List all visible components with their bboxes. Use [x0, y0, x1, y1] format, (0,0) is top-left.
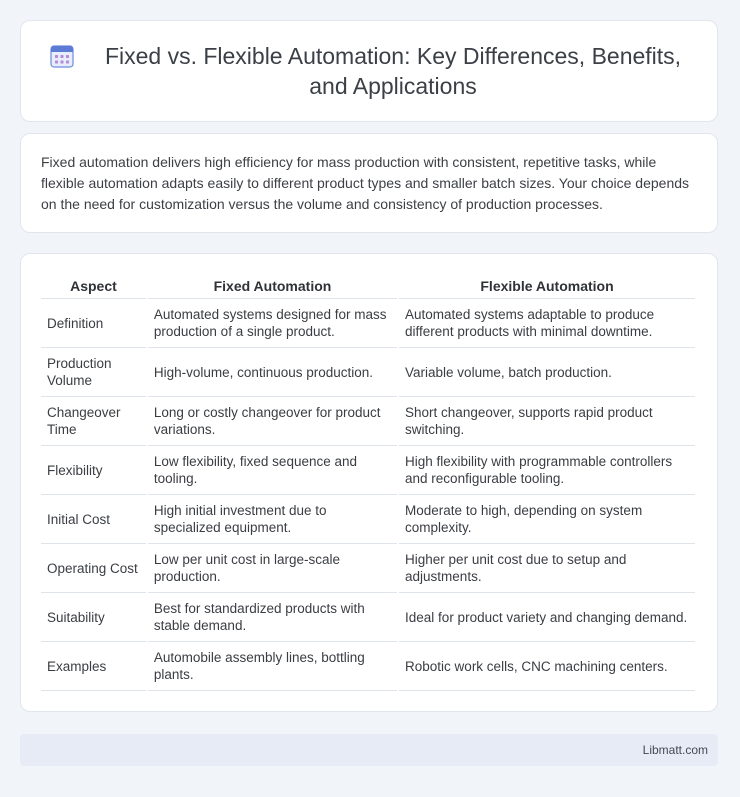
table-row [41, 495, 695, 544]
aspect-cell: Production Volume [41, 348, 146, 397]
footer [20, 734, 718, 766]
table-header-row [41, 274, 695, 299]
table-row [41, 348, 695, 397]
fixed-cell: High initial investment due to specialized equipment. [148, 495, 397, 544]
table-row [41, 299, 695, 348]
fixed-cell: High-volume, continuous production. [148, 348, 397, 397]
header-flexible-automation: Flexible Automation [399, 274, 695, 299]
title-wrap [49, 41, 689, 101]
aspect-cell: Changeover Time [41, 397, 146, 446]
flexible-cell: Short changeover, supports rapid product switching. [399, 397, 695, 446]
calendar-icon [49, 43, 75, 69]
flexible-cell: Moderate to high, depending on system complexity. [399, 495, 695, 544]
header-fixed-automation: Fixed Automation [148, 274, 397, 299]
table-row [41, 397, 695, 446]
flexible-cell: Higher per unit cost due to setup and adjustments. [399, 544, 695, 593]
fixed-cell: Low flexibility, fixed sequence and tooling. [148, 446, 397, 495]
fixed-cell: Low per unit cost in large-scale production. [148, 544, 397, 593]
table-row [41, 446, 695, 495]
intro-text: Fixed automation delivers high efficiency for mass production with consistent, repetitive tasks, while flexible automation adapts easily to different product types and smaller batch sizes. Your choice depends on the need for customization versus the volume and consistency of production processes. [41, 154, 690, 212]
flexible-cell: Robotic work cells, CNC machining centers. [399, 642, 695, 691]
table-row [41, 642, 695, 691]
title-card [20, 20, 718, 122]
comparison-table [39, 274, 697, 691]
aspect-cell: Operating Cost [41, 544, 146, 593]
table-row [41, 544, 695, 593]
aspect-cell: Definition [41, 299, 146, 348]
table-row [41, 593, 695, 642]
flexible-cell: Variable volume, batch production. [399, 348, 695, 397]
fixed-cell: Best for standardized products with stable demand. [148, 593, 397, 642]
aspect-cell: Suitability [41, 593, 146, 642]
aspect-cell: Flexibility [41, 446, 146, 495]
fixed-cell: Automated systems designed for mass production of a single product. [148, 299, 397, 348]
aspect-cell: Initial Cost [41, 495, 146, 544]
page-title: Fixed vs. Flexible Automation: Key Differences, Benefits, and Applications [104, 43, 682, 99]
intro-card [20, 133, 718, 233]
header-aspect: Aspect [41, 274, 146, 299]
flexible-cell: High flexibility with programmable controllers and reconfigurable tooling. [399, 446, 695, 495]
flexible-cell: Ideal for product variety and changing demand. [399, 593, 695, 642]
footer-site-link[interactable]: Libmatt.com [642, 743, 708, 757]
fixed-cell: Long or costly changeover for product variations. [148, 397, 397, 446]
flexible-cell: Automated systems adaptable to produce different products with minimal downtime. [399, 299, 695, 348]
aspect-cell: Examples [41, 642, 146, 691]
comparison-table-card [20, 253, 718, 712]
fixed-cell: Automobile assembly lines, bottling plants. [148, 642, 397, 691]
